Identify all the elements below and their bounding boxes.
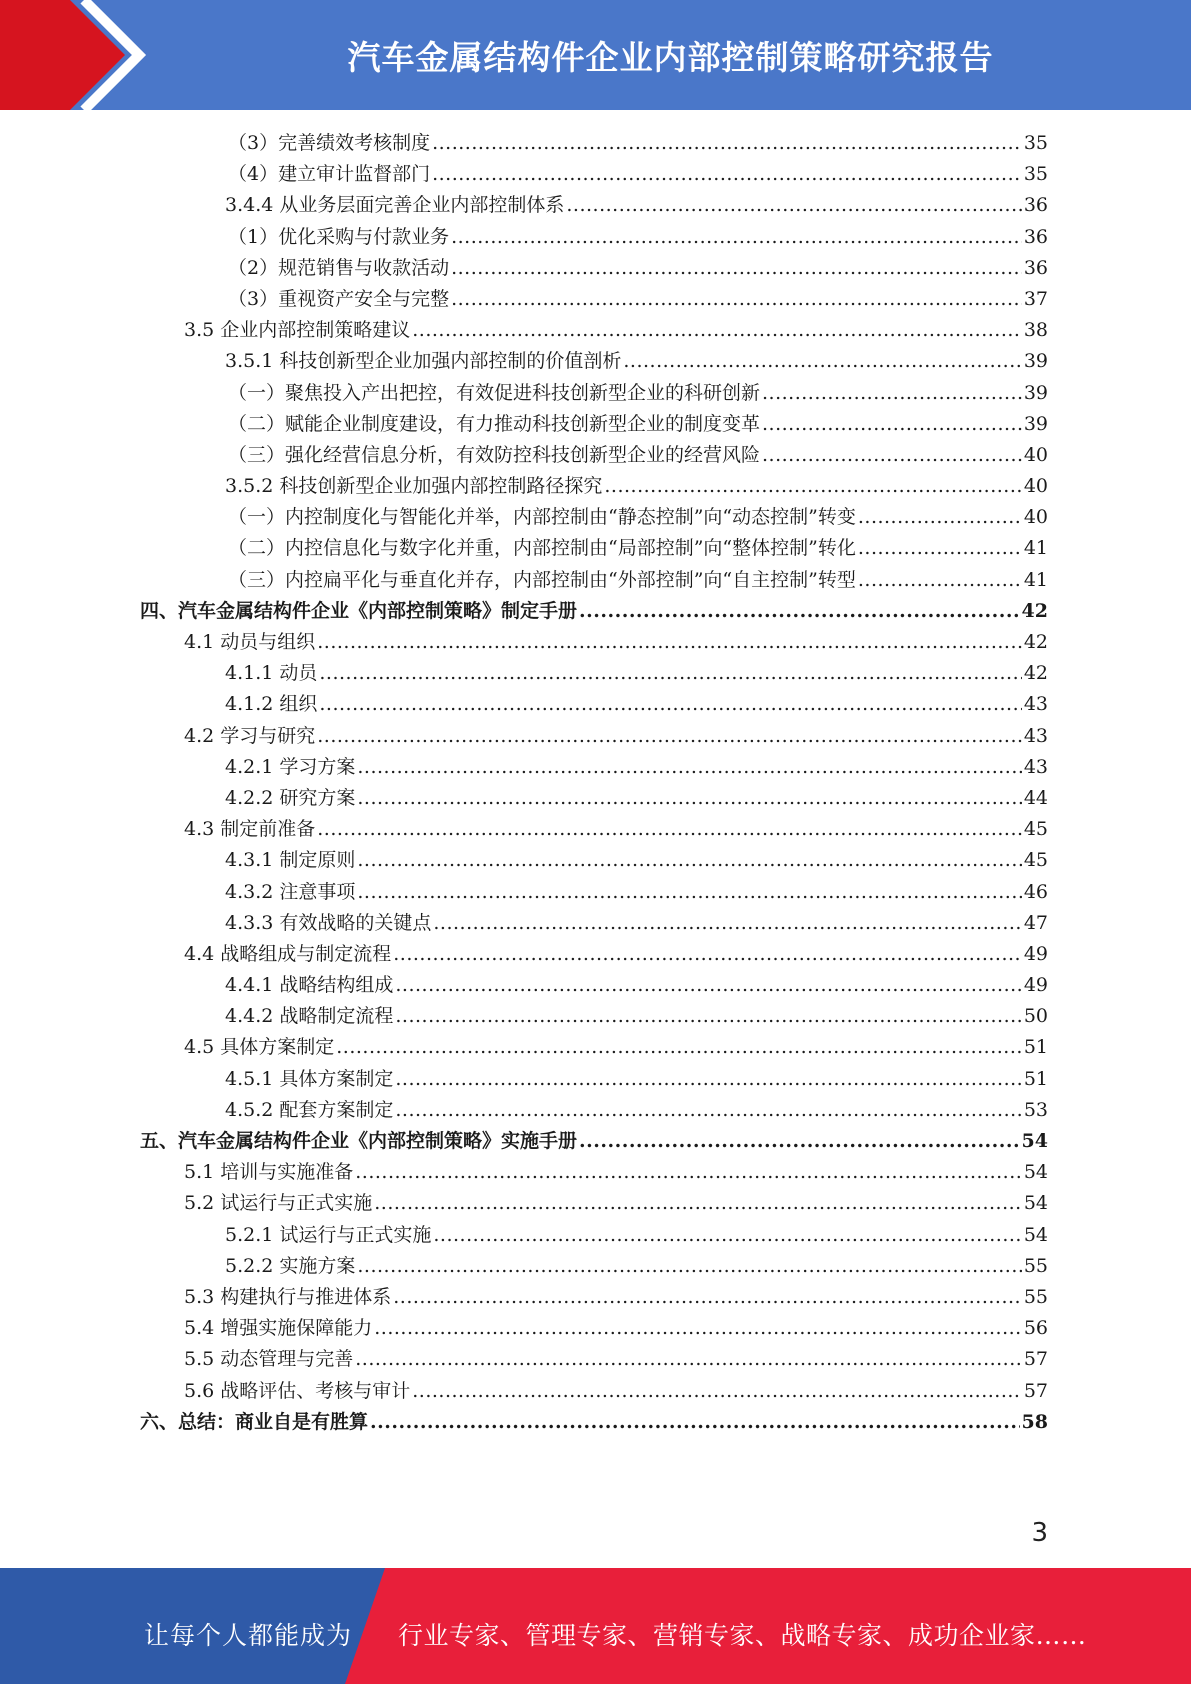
- toc-dot-leader: [762, 409, 1022, 440]
- toc-entry[interactable]: [140, 284, 1048, 315]
- toc-dot-leader: [412, 315, 1022, 346]
- toc-entry-title: 4.1.1 动员: [225, 662, 318, 685]
- toc-dot-leader: [858, 565, 1022, 596]
- toc-dot-leader: [395, 1095, 1021, 1126]
- toc-dot-leader: [319, 658, 1021, 689]
- toc-entry-title: 4.4.1 战略结构组成: [225, 974, 394, 997]
- toc-entry-title: 5.4 增强实施保障能力: [184, 1317, 373, 1340]
- toc-entry-title: 4.4.2 战略制定流程: [225, 1005, 394, 1028]
- toc-entry[interactable]: [140, 409, 1048, 440]
- toc-entry-title: （3）完善绩效考核制度: [228, 132, 431, 154]
- toc-entry[interactable]: [140, 627, 1048, 658]
- toc-entry-title: 4.3.2 注意事项: [225, 880, 356, 903]
- toc-entry-page: 37: [1023, 287, 1048, 310]
- toc-entry[interactable]: [140, 533, 1048, 564]
- toc-entry-title: （2）规范销售与收款活动: [228, 256, 450, 279]
- toc-dot-leader: [317, 721, 1022, 752]
- toc-entry-page: 42: [1023, 631, 1048, 653]
- toc-entry-title: （一）内控制度化与智能化并举，内部控制由“静态控制”向“动态控制”转变: [228, 506, 856, 529]
- toc-dot-leader: [357, 783, 1021, 814]
- toc-dot-leader: [433, 1220, 1021, 1251]
- toc-entry-page: 36: [1023, 256, 1048, 279]
- toc-dot-leader: [451, 253, 1022, 284]
- toc-entry-page: 36: [1023, 194, 1048, 217]
- toc-entry-page: 55: [1023, 1254, 1048, 1277]
- toc-entry-page: 43: [1023, 755, 1048, 778]
- toc-entry[interactable]: [140, 596, 1048, 627]
- toc-entry[interactable]: [140, 159, 1048, 190]
- header-red-arrow-graphic: [0, 0, 160, 110]
- toc-entry[interactable]: [140, 1251, 1048, 1282]
- toc-entry-page: 43: [1023, 693, 1048, 716]
- header-banner: [0, 0, 1191, 110]
- toc-entry-page: 54: [1023, 1161, 1048, 1184]
- toc-dot-leader: [393, 1282, 1022, 1313]
- toc-entry-page: 56: [1023, 1317, 1048, 1340]
- page-number: 3: [1031, 1518, 1048, 1548]
- toc-entry-page: 46: [1023, 880, 1048, 903]
- toc-entry-page: 38: [1023, 319, 1048, 342]
- toc-entry[interactable]: [140, 1064, 1048, 1095]
- toc-entry-title: （三）内控扁平化与垂直化并存，内部控制由“外部控制”向“自主控制”转型: [228, 568, 856, 591]
- toc-dot-leader: [623, 346, 1021, 377]
- toc-entry-title: 4.2 学习与研究: [184, 724, 316, 747]
- toc-entry[interactable]: [140, 1001, 1048, 1032]
- toc-entry[interactable]: [140, 908, 1048, 939]
- toc-dot-leader: [579, 1126, 1020, 1157]
- toc-entry-title: 4.3.3 有效战略的关键点: [225, 911, 432, 934]
- toc-entry-title: （3）重视资产安全与完整: [228, 287, 450, 310]
- toc-dot-leader: [357, 1251, 1021, 1282]
- toc-entry-page: 45: [1023, 818, 1048, 841]
- toc-dot-leader: [762, 440, 1022, 471]
- toc-entry-page: 55: [1023, 1285, 1048, 1308]
- toc-entry[interactable]: [140, 190, 1048, 221]
- toc-entry-title: 4.3 制定前准备: [184, 818, 316, 841]
- toc-entry-title: （二）内控信息化与数字化并重，内部控制由“局部控制”向“整体控制”转化: [228, 537, 856, 560]
- toc-entry-title: 4.3.1 制定原则: [225, 849, 356, 872]
- toc-entry[interactable]: [140, 939, 1048, 970]
- toc-entry-title: （二）赋能企业制度建设，有力推动科技创新型企业的制度变革: [228, 412, 761, 435]
- document-title: 汽车金属结构件企业内部控制策略研究报告: [347, 37, 994, 77]
- toc-entry-page: 51: [1023, 1036, 1048, 1059]
- toc-entry[interactable]: [140, 502, 1048, 533]
- toc-dot-leader: [604, 471, 1021, 502]
- toc-entry-page: 42: [1023, 662, 1048, 685]
- footer-slogan: 让每个人都能成为: [144, 1621, 353, 1650]
- toc-entry[interactable]: [140, 1032, 1048, 1063]
- toc-entry-page: 40: [1023, 475, 1048, 498]
- toc-entry-page: 53: [1023, 1098, 1048, 1121]
- toc-entry-title: （一）聚焦投入产出把控，有效促进科技创新型企业的科研创新: [228, 381, 761, 404]
- toc-entry-title: （4）建立审计监督部门: [228, 163, 431, 186]
- toc-dot-leader: [317, 814, 1022, 845]
- toc-entry-title: 5.1 培训与实施准备: [184, 1161, 354, 1184]
- toc-entry-title: 四、汽车金属结构件企业《内部控制策略》制定手册: [140, 599, 578, 622]
- toc-entry-title: 4.4 战略组成与制定流程: [184, 942, 392, 965]
- toc-entry-page: 36: [1023, 225, 1048, 248]
- toc-entry[interactable]: [140, 1344, 1048, 1375]
- toc-entry[interactable]: [140, 721, 1048, 752]
- toc-entry-title: 六、总结：商业自是有胜算: [140, 1410, 369, 1433]
- toc-entry-page: 54: [1021, 1130, 1048, 1152]
- toc-entry-title: 4.5 具体方案制定: [184, 1036, 335, 1059]
- toc-entry-title: 4.2.1 学习方案: [225, 755, 356, 778]
- toc-dot-leader: [858, 502, 1022, 533]
- toc-entry-title: 3.5.1 科技创新型企业加强内部控制的价值剖析: [225, 350, 622, 373]
- toc-dot-leader: [395, 1064, 1021, 1095]
- toc-entry-title: 4.2.2 研究方案: [225, 786, 356, 809]
- toc-entry[interactable]: [140, 783, 1048, 814]
- toc-entry-title: 5.6 战略评估、考核与审计: [184, 1379, 411, 1402]
- toc-entry[interactable]: [140, 222, 1048, 253]
- toc-entry-title: 4.1.2 组织: [225, 693, 318, 716]
- toc-dot-leader: [355, 1157, 1022, 1188]
- toc-entry-title: 4.5.1 具体方案制定: [225, 1067, 394, 1090]
- toc-dot-leader: [357, 877, 1021, 908]
- toc-entry-page: 54: [1023, 1223, 1048, 1246]
- toc-entry[interactable]: [140, 1282, 1048, 1313]
- toc-entry-page: 50: [1023, 1005, 1048, 1028]
- toc-entry-title: 5.5 动态管理与完善: [184, 1348, 354, 1371]
- toc-entry-page: 57: [1023, 1348, 1048, 1371]
- toc-entry[interactable]: [140, 346, 1048, 377]
- toc-entry-title: 4.1 动员与组织: [184, 631, 316, 653]
- toc-entry[interactable]: [140, 689, 1048, 720]
- toc-entry-title: 5.2.1 试运行与正式实施: [225, 1223, 432, 1246]
- toc-dot-leader: [395, 970, 1021, 1001]
- toc-dot-leader: [357, 752, 1021, 783]
- toc-entry[interactable]: [140, 877, 1048, 908]
- toc-dot-leader: [858, 533, 1022, 564]
- toc-entry[interactable]: [140, 752, 1048, 783]
- toc-entry-title: （1）优化采购与付款业务: [228, 225, 450, 248]
- toc-entry[interactable]: [140, 128, 1048, 159]
- toc-entry[interactable]: [140, 1220, 1048, 1251]
- toc-dot-leader: [319, 689, 1021, 720]
- toc-entry-page: 54: [1023, 1192, 1048, 1215]
- toc-dot-leader: [432, 128, 1022, 159]
- toc-entry-page: 39: [1023, 381, 1048, 404]
- toc-entry-page: 47: [1023, 911, 1048, 934]
- table-of-contents: [140, 128, 1048, 1438]
- toc-entry-page: 57: [1023, 1379, 1048, 1402]
- toc-dot-leader: [395, 1001, 1021, 1032]
- toc-entry-page: 43: [1023, 724, 1048, 747]
- toc-entry-title: 3.4.4 从业务层面完善企业内部控制体系: [225, 194, 565, 217]
- toc-entry[interactable]: [140, 440, 1048, 471]
- toc-entry-page: 40: [1023, 443, 1048, 466]
- toc-entry[interactable]: [140, 814, 1048, 845]
- toc-entry[interactable]: [140, 1126, 1048, 1157]
- toc-entry-page: 58: [1021, 1410, 1048, 1433]
- toc-entry[interactable]: [140, 1376, 1048, 1407]
- toc-entry-page: 35: [1023, 163, 1048, 186]
- toc-dot-leader: [336, 1032, 1022, 1063]
- toc-entry[interactable]: [140, 1188, 1048, 1219]
- toc-entry-page: 45: [1023, 849, 1048, 872]
- toc-entry[interactable]: [140, 970, 1048, 1001]
- toc-entry-page: 44: [1023, 786, 1048, 809]
- toc-dot-leader: [370, 1407, 1020, 1438]
- toc-dot-leader: [433, 908, 1021, 939]
- toc-dot-leader: [451, 284, 1022, 315]
- toc-entry-title: （三）强化经营信息分析，有效防控科技创新型企业的经营风险: [228, 443, 761, 466]
- toc-entry-page: 49: [1023, 942, 1048, 965]
- toc-entry-page: 35: [1023, 132, 1048, 154]
- toc-entry-page: 41: [1023, 537, 1048, 560]
- toc-entry-title: 4.5.2 配套方案制定: [225, 1098, 394, 1121]
- toc-entry-page: 41: [1023, 568, 1048, 591]
- toc-entry-page: 39: [1023, 350, 1048, 373]
- toc-dot-leader: [762, 378, 1022, 409]
- toc-dot-leader: [374, 1313, 1022, 1344]
- toc-dot-leader: [355, 1344, 1022, 1375]
- toc-dot-leader: [451, 222, 1022, 253]
- toc-entry-page: 42: [1021, 599, 1048, 622]
- toc-entry[interactable]: [140, 565, 1048, 596]
- toc-dot-leader: [317, 627, 1022, 658]
- toc-entry[interactable]: [140, 378, 1048, 409]
- toc-entry-title: 5.2.2 实施方案: [225, 1254, 356, 1277]
- toc-entry-title: 3.5 企业内部控制策略建议: [184, 319, 411, 342]
- toc-entry[interactable]: [140, 471, 1048, 502]
- toc-entry-title: 五、汽车金属结构件企业《内部控制策略》实施手册: [140, 1130, 578, 1152]
- toc-dot-leader: [357, 845, 1021, 876]
- toc-entry-title: 5.3 构建执行与推进体系: [184, 1285, 392, 1308]
- toc-entry[interactable]: [140, 658, 1048, 689]
- toc-entry-page: 40: [1023, 506, 1048, 529]
- toc-entry-page: 51: [1023, 1067, 1048, 1090]
- footer-roles: 行业专家、管理专家、营销专家、战略专家、成功企业家……: [398, 1621, 1087, 1650]
- toc-dot-leader: [432, 159, 1022, 190]
- toc-entry-page: 39: [1023, 412, 1048, 435]
- toc-dot-leader: [412, 1376, 1022, 1407]
- toc-entry[interactable]: [140, 315, 1048, 346]
- toc-entry-title: 5.2 试运行与正式实施: [184, 1192, 373, 1215]
- toc-entry[interactable]: [140, 845, 1048, 876]
- toc-entry-page: 49: [1023, 974, 1048, 997]
- toc-entry[interactable]: [140, 253, 1048, 284]
- toc-dot-leader: [579, 596, 1020, 627]
- toc-entry[interactable]: [140, 1095, 1048, 1126]
- toc-entry-title: 3.5.2 科技创新型企业加强内部控制路径探究: [225, 475, 603, 498]
- toc-entry[interactable]: [140, 1313, 1048, 1344]
- toc-dot-leader: [566, 190, 1021, 221]
- toc-entry[interactable]: [140, 1407, 1048, 1438]
- toc-entry[interactable]: [140, 1157, 1048, 1188]
- toc-dot-leader: [374, 1188, 1022, 1219]
- toc-dot-leader: [393, 939, 1022, 970]
